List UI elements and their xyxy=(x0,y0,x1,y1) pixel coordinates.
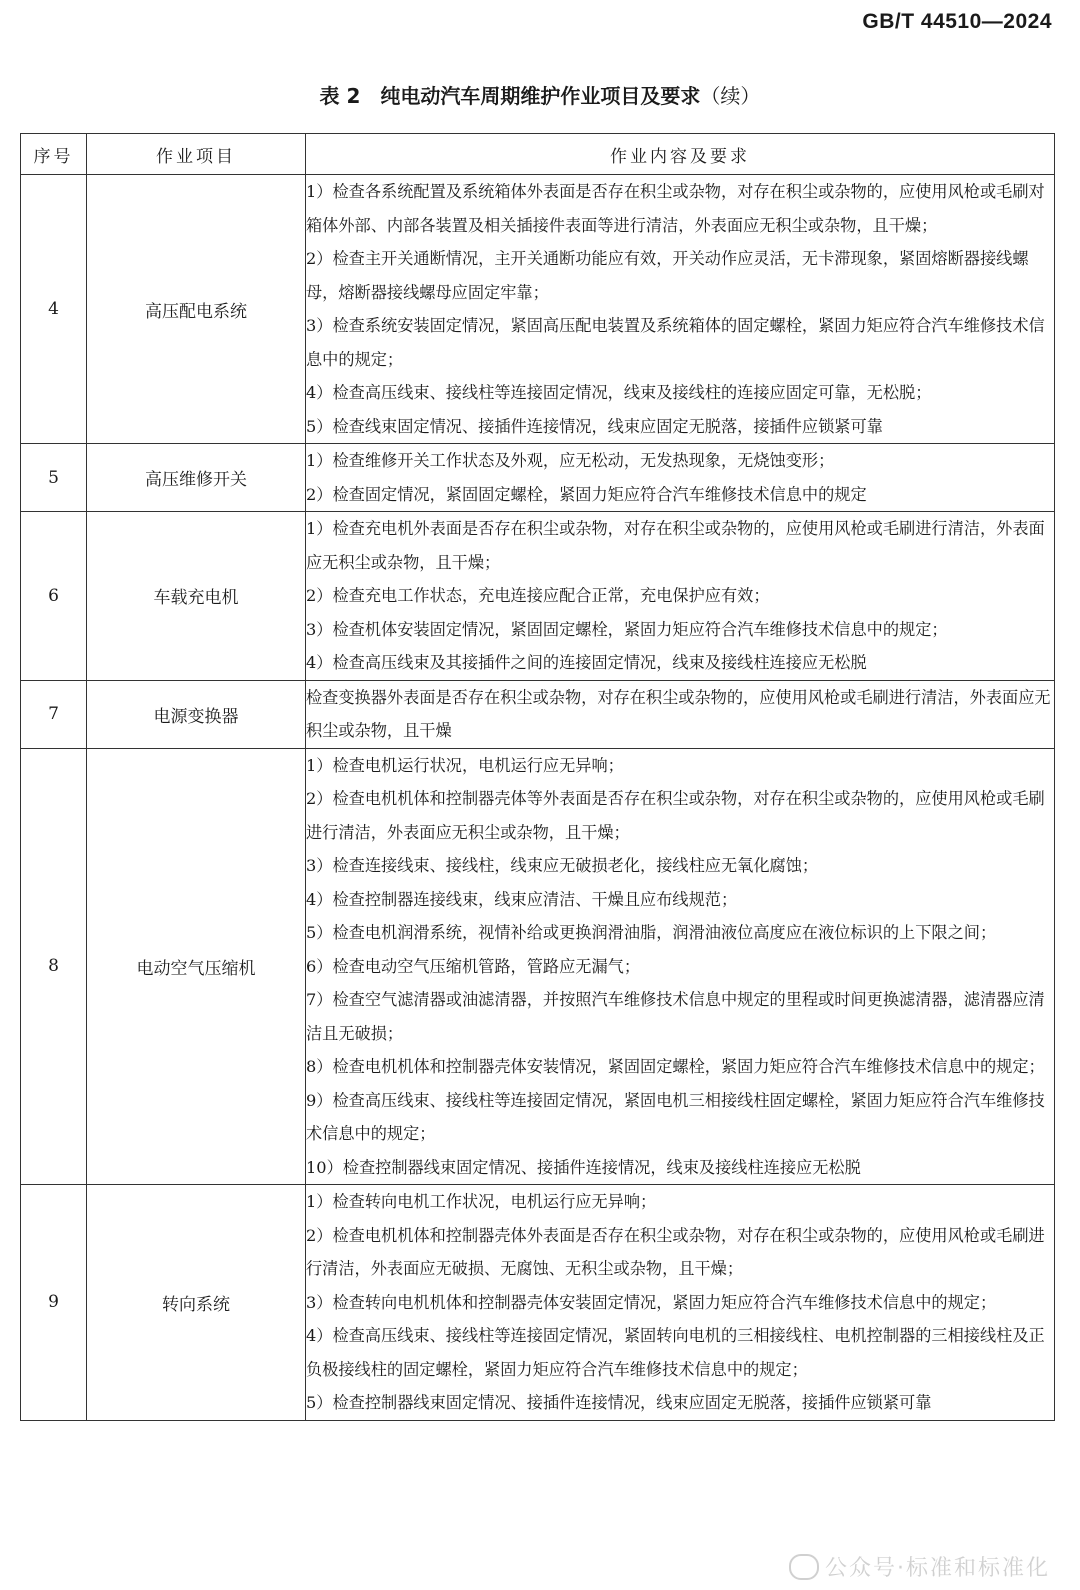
row-number: 5 xyxy=(21,444,87,512)
requirement-line: 4）检查高压线束及其接插件之间的连接固定情况，线束及接线柱连接应无松脱 xyxy=(306,653,867,672)
requirement-line: 1）检查维修开关工作状态及外观，应无松动，无发热现象，无烧蚀变形； xyxy=(306,451,835,470)
work-requirements xyxy=(306,748,1055,1185)
requirement-line: 2）检查电机机体和控制器壳体外表面是否存在积尘或杂物，对存在积尘或杂物的，应使用风枪或毛刷进行清洁，外表面应无破损、无腐蚀、无积尘或杂物，且干燥； xyxy=(306,1225,1045,1278)
requirement-line: 9）检查高压线束、接线柱等连接固定情况，紧固电机三相接线柱固定螺栓，紧固力矩应符合汽车维修技术信息中的规定； xyxy=(306,1090,1045,1143)
work-requirements xyxy=(306,175,1055,444)
requirement-line: 检查变换器外表面是否存在积尘或杂物，对存在积尘或杂物的，应使用风枪或毛刷进行清洁，外表面应无积尘或杂物，且干燥 xyxy=(306,687,1051,740)
table-body xyxy=(21,175,1055,1421)
requirement-line: 4）检查控制器连接线束，线束应清洁、干燥且应布线规范； xyxy=(306,889,738,909)
requirement-line: 10）检查控制器线束固定情况、接插件连接情况，线束及接线柱连接应无松脱 xyxy=(306,1157,861,1177)
table-title xyxy=(0,80,1080,109)
table-header-row xyxy=(21,134,1055,175)
watermark-text: 公众号·标准和标准化 xyxy=(825,1556,1050,1581)
requirement-line: 5）检查电机润滑系统，视情补给或更换润滑油脂，润滑油液位高度应在液位标识的上下限之间； xyxy=(306,923,997,942)
requirement-line: 1）检查充电机外表面是否存在积尘或杂物，对存在积尘或杂物的，应使用风枪或毛刷进行清洁，外表面应无积尘或杂物，且干燥； xyxy=(306,519,1045,572)
watermark xyxy=(789,1551,1050,1582)
maintenance-table xyxy=(20,133,1055,1421)
table-row xyxy=(21,444,1055,512)
work-item: 高压维修开关 xyxy=(87,444,306,512)
requirement-line: 4）检查高压线束、接线柱等连接固定情况，线束及接线柱的连接应固定可靠，无松脱； xyxy=(306,383,932,402)
table-row xyxy=(21,512,1055,681)
requirement-line: 2）检查充电工作状态，充电连接应配合正常，充电保护应有效； xyxy=(306,586,770,605)
table-row xyxy=(21,1185,1055,1421)
requirement-line: 5）检查控制器线束固定情况、接插件连接情况，线束应固定无脱落，接插件应锁紧可靠 xyxy=(306,1393,932,1412)
work-requirements xyxy=(306,680,1055,748)
standard-code: GB/T 44510—2024 xyxy=(862,10,1052,33)
requirement-line: 3）检查转向电机机体和控制器壳体安装固定情况，紧固力矩应符合汽车维修技术信息中的规定； xyxy=(306,1292,997,1312)
row-number: 6 xyxy=(21,512,87,681)
requirement-line: 5）检查线束固定情况、接插件连接情况，线束应固定无脱落，接插件应锁紧可靠 xyxy=(306,416,883,436)
row-number: 8 xyxy=(21,748,87,1185)
row-number: 7 xyxy=(21,680,87,748)
table-row xyxy=(21,175,1055,444)
requirement-line: 1）检查电机运行状况，电机运行应无异响； xyxy=(306,755,624,775)
wechat-icon xyxy=(789,1554,819,1580)
requirement-line: 2）检查固定情况，紧固固定螺栓，紧固力矩应符合汽车维修技术信息中的规定 xyxy=(306,484,867,504)
requirement-line: 3）检查系统安装固定情况，紧固高压配电装置及系统箱体的固定螺栓，紧固力矩应符合汽车维修技术信息中的规定； xyxy=(306,316,1045,369)
requirement-line: 6）检查电动空气压缩机管路，管路应无漏气； xyxy=(306,956,641,976)
work-item: 车载充电机 xyxy=(87,512,306,681)
requirement-line: 3）检查机体安装固定情况，紧固固定螺栓，紧固力矩应符合汽车维修技术信息中的规定； xyxy=(306,619,948,639)
requirement-line: 2）检查主开关通断情况，主开关通断功能应有效，开关动作应灵活，无卡滞现象，紧固熔断器接线螺母，熔断器接线螺母应固定牢靠； xyxy=(306,249,1029,302)
work-item: 高压配电系统 xyxy=(87,175,306,444)
requirement-line: 3）检查连接线束、接线柱，线束应无破损老化，接线柱应无氧化腐蚀； xyxy=(306,856,819,875)
work-requirements xyxy=(306,1185,1055,1421)
header-seq: 序号 xyxy=(21,134,87,175)
work-requirements xyxy=(306,512,1055,681)
requirement-line: 2）检查电机机体和控制器壳体等外表面是否存在积尘或杂物，对存在积尘或杂物的，应使用风枪或毛刷进行清洁，外表面应无积尘或杂物，且干燥； xyxy=(306,789,1045,842)
work-item: 电源变换器 xyxy=(87,680,306,748)
work-item: 转向系统 xyxy=(87,1185,306,1421)
table-row xyxy=(21,680,1055,748)
requirement-line: 1）检查转向电机工作状况，电机运行应无异响； xyxy=(306,1192,657,1211)
header-item: 作业项目 xyxy=(87,134,306,175)
requirement-line: 4）检查高压线束、接线柱等连接固定情况，紧固转向电机的三相接线柱、电机控制器的三相接线柱及正负极接线柱的固定螺栓，紧固力矩应符合汽车维修技术信息中的规定； xyxy=(306,1326,1045,1379)
table-title-suffix: （续） xyxy=(700,84,761,108)
row-number: 9 xyxy=(21,1185,87,1421)
table-title-main: 表 2 纯电动汽车周期维护作业项目及要求 xyxy=(319,84,701,108)
requirement-line: 7）检查空气滤清器或油滤清器，并按照汽车维修技术信息中规定的里程或时间更换滤清器，滤清器应清洁且无破损； xyxy=(306,990,1045,1043)
table-row xyxy=(21,748,1055,1185)
work-item: 电动空气压缩机 xyxy=(87,748,306,1185)
header-content: 作业内容及要求 xyxy=(306,134,1055,175)
work-requirements xyxy=(306,444,1055,512)
requirement-line: 8）检查电机机体和控制器壳体安装情况，紧固固定螺栓，紧固力矩应符合汽车维修技术信息中的规定； xyxy=(306,1057,1045,1076)
requirement-line: 1）检查各系统配置及系统箱体外表面是否存在积尘或杂物，对存在积尘或杂物的，应使用风枪或毛刷对箱体外部、内部各装置及相关插接件表面等进行清洁，外表面应无积尘或杂物，且干燥； xyxy=(306,182,1045,235)
row-number: 4 xyxy=(21,175,87,444)
